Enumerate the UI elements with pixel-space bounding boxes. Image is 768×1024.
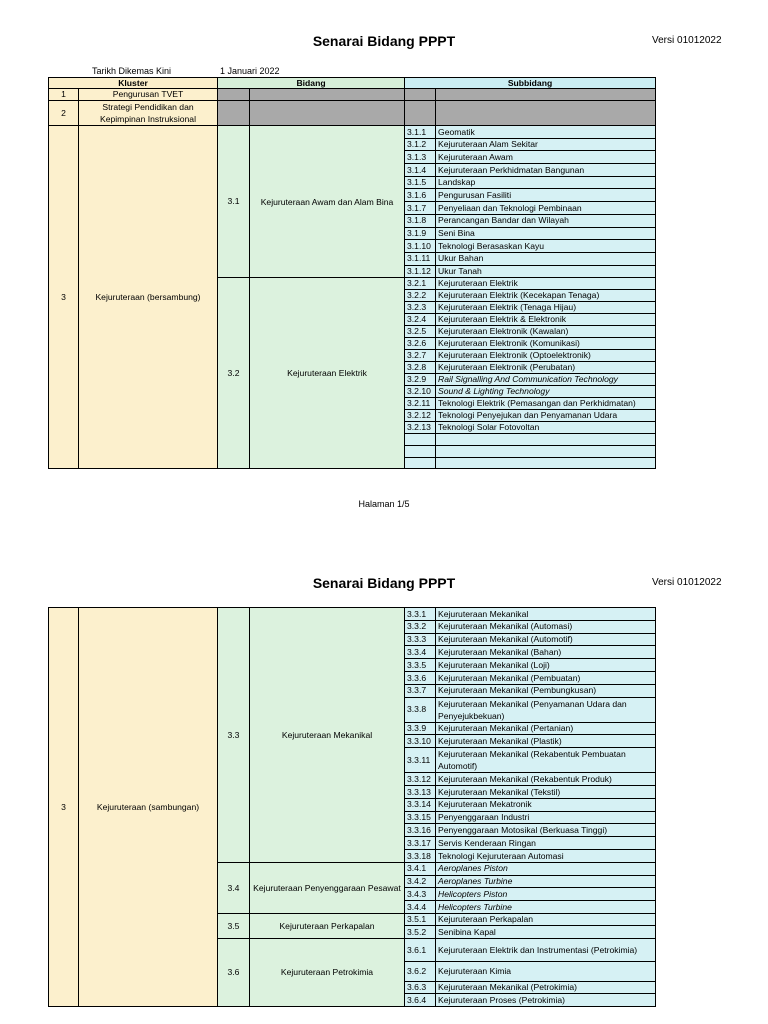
subbidang-code: 3.2.4 [405,314,436,326]
subbidang-code: 3.3.11 [405,748,436,773]
empty-cell [436,445,656,457]
subbidang-code: 3.3.1 [405,608,436,621]
subbidang-name: Kejuruteraan Mekanikal (Automotif) [436,633,656,646]
subbidang-name: Kejuruteraan Mekanikal (Pembuatan) [436,671,656,684]
subbidang-name: Ukur Bahan [436,252,656,265]
bidang-name: Kejuruteraan Mekanikal [250,608,405,863]
subbidang-code: 3.3.12 [405,773,436,786]
bidang-name: Kejuruteraan Perkapalan [250,913,405,938]
bidang-name: Kejuruteraan Penyenggaraan Pesawat [250,862,405,913]
subbidang-name: Penyenggaraan Motosikal (Berkuasa Tinggi) [436,824,656,837]
subbidang-code: 3.1.4 [405,164,436,177]
subbidang-code: 3.1.9 [405,227,436,240]
header-subbidang: Subbidang [405,78,656,89]
subbidang-code: 3.1.8 [405,214,436,227]
subbidang-name: Kejuruteraan Proses (Petrokimia) [436,994,656,1007]
subbidang-code: 3.1.1 [405,126,436,139]
subbidang-code: 3.2.8 [405,362,436,374]
subbidang-code: 3.3.14 [405,798,436,811]
subbidang-name: Teknologi Elektrik (Pemasangan dan Perkhidmatan) [436,398,656,410]
subbidang-name: Teknologi Kejuruteraan Automasi [436,849,656,862]
empty-cell [405,457,436,469]
subbidang-name: Seni Bina [436,227,656,240]
subbidang-name: Kejuruteraan Mekanikal (Automasi) [436,620,656,633]
subbidang-name: Kejuruteraan Elektronik (Optoelektronik) [436,350,656,362]
empty-cell [405,434,436,446]
subbidang-name: Kejuruteraan Mekanikal (Rekabentuk Produk) [436,773,656,786]
page2-version: Versi 01012022 [652,577,722,588]
table-row [49,89,656,101]
subbidang-code: 3.2.13 [405,422,436,434]
page2-title: Senarai Bidang PPPT [312,575,456,591]
subbidang-name: Teknologi Solar Fotovoltan [436,422,656,434]
subbidang-code: 3.2.12 [405,410,436,422]
subbidang-name: Kejuruteraan Elektronik (Kawalan) [436,326,656,338]
subbidang-name: Kejuruteraan Perkhidmatan Bangunan [436,164,656,177]
subbidang-code: 3.6.2 [405,961,436,981]
subbidang-name: Teknologi Penyejukan dan Penyamanan Udara [436,410,656,422]
subbidang-name: Helicopters Turbine [436,901,656,914]
page1-table [48,77,656,469]
subbidang-code: 3.3.9 [405,722,436,735]
subbidang-code: 3.3.3 [405,633,436,646]
subbidang-name: Kejuruteraan Elektrik (Tenaga Hijau) [436,302,656,314]
table-row [49,126,656,139]
subbidang-code: 3.2.10 [405,386,436,398]
subbidang-name: Kejuruteraan Elektronik (Perubatan) [436,362,656,374]
subbidang-name: Senibina Kapal [436,926,656,939]
subbidang-code: 3.1.6 [405,189,436,202]
subbidang-code: 3.3.16 [405,824,436,837]
subbidang-name: Kejuruteraan Kimia [436,961,656,981]
cluster-number: 2 [49,101,79,126]
subbidang-name: Ukur Tanah [436,265,656,278]
subbidang-name: Kejuruteraan Perkapalan [436,913,656,926]
subbidang-name: Perancangan Bandar dan Wilayah [436,214,656,227]
subbidang-code: 3.1.7 [405,202,436,215]
subbidang-code: 3.6.1 [405,938,436,961]
subbidang-name: Rail Signalling And Communication Technology [436,374,656,386]
subbidang-name: Aeroplanes Turbine [436,875,656,888]
subbidang-code: 3.3.18 [405,849,436,862]
subbidang-code: 3.5.1 [405,913,436,926]
bidang-code: 3.1 [218,126,250,278]
subbidang-code: 3.3.7 [405,684,436,697]
page1-title: Senarai Bidang PPPT [312,33,456,49]
cluster-name: Pengurusan TVET [79,89,218,101]
bidang-code: 3.6 [218,938,250,1006]
bidang-name: Kejuruteraan Petrokimia [250,938,405,1006]
cluster-name: Kejuruteraan (bersambung) [79,126,218,469]
cluster-number: 3 [49,608,79,1007]
subbidang-name: Helicopters Piston [436,888,656,901]
bidang-code: 3.2 [218,278,250,469]
updated-date-value: 1 Januari 2022 [220,66,280,76]
empty-cell [436,457,656,469]
subbidang-code: 3.3.15 [405,811,436,824]
subbidang-code: 3.1.3 [405,151,436,164]
subbidang-name: Kejuruteraan Elektrik & Elektronik [436,314,656,326]
updated-date-label: Tarikh Dikemas Kini [92,66,172,76]
bidang-name: Kejuruteraan Awam dan Alam Bina [250,126,405,278]
subbidang-name: Kejuruteraan Mekanikal (Pertanian) [436,722,656,735]
subbidang-name: Kejuruteraan Mekanikal (Rekabentuk Pembuatan Automotif) [436,748,656,773]
subbidang-code: 3.2.1 [405,278,436,290]
subbidang-code: 3.3.2 [405,620,436,633]
subbidang-name: Kejuruteraan Elektrik dan Instrumentasi (Petrokimia) [436,938,656,961]
subbidang-code: 3.2.11 [405,398,436,410]
subbidang-code: 3.1.5 [405,176,436,189]
subbidang-code: 3.1.11 [405,252,436,265]
bidang-code: 3.5 [218,913,250,938]
header-kluster: Kluster [49,78,218,89]
subbidang-code: 3.1.2 [405,138,436,151]
subbidang-name: Kejuruteraan Mekanikal (Pembungkusan) [436,684,656,697]
subbidang-code: 3.3.5 [405,659,436,672]
subbidang-name: Kejuruteraan Mekanikal (Petrokimia) [436,981,656,994]
subbidang-code: 3.4.1 [405,862,436,875]
subbidang-name: Kejuruteraan Mekanikal (Bahan) [436,646,656,659]
subbidang-name: Teknologi Berasaskan Kayu [436,240,656,253]
subbidang-code: 3.2.6 [405,338,436,350]
page-number: Halaman 1/5 [358,499,410,509]
subbidang-code: 3.5.2 [405,926,436,939]
subbidang-code: 3.3.10 [405,735,436,748]
cluster-number: 3 [49,126,79,469]
subbidang-code: 3.2.5 [405,326,436,338]
table-row [49,608,656,621]
page2-table [48,607,656,1007]
subbidang-name: Kejuruteraan Mekanikal [436,608,656,621]
subbidang-code: 3.2.9 [405,374,436,386]
bidang-code: 3.4 [218,862,250,913]
subbidang-code: 3.2.3 [405,302,436,314]
empty-cell [405,445,436,457]
subbidang-code: 3.2.2 [405,290,436,302]
subbidang-code: 3.3.13 [405,785,436,798]
header-bidang: Bidang [218,78,405,89]
table-row [49,101,656,126]
subbidang-code: 3.3.6 [405,671,436,684]
subbidang-name: Kejuruteraan Elektronik (Komunikasi) [436,338,656,350]
cluster-name: Kejuruteraan (sambungan) [79,608,218,1007]
subbidang-name: Kejuruteraan Elektrik [436,278,656,290]
subbidang-name: Pengurusan Fasiliti [436,189,656,202]
subbidang-code: 3.3.17 [405,837,436,850]
bidang-name: Kejuruteraan Elektrik [250,278,405,469]
subbidang-name: Kejuruteraan Awam [436,151,656,164]
subbidang-name: Sound & Lighting Technology [436,386,656,398]
subbidang-code: 3.3.4 [405,646,436,659]
page1-version: Versi 01012022 [652,35,722,46]
cluster-name: Strategi Pendidikan dan Kepimpinan Instruksional [79,101,218,126]
subbidang-code: 3.3.8 [405,697,436,722]
subbidang-name: Kejuruteraan Mekanikal (Plastik) [436,735,656,748]
subbidang-code: 3.1.12 [405,265,436,278]
bidang-code: 3.3 [218,608,250,863]
empty-cell [436,434,656,446]
subbidang-name: Landskap [436,176,656,189]
subbidang-code: 3.2.7 [405,350,436,362]
subbidang-code: 3.6.3 [405,981,436,994]
subbidang-code: 3.6.4 [405,994,436,1007]
subbidang-name: Kejuruteraan Mekanikal (Penyamanan Udara dan Penyejukbekuan) [436,697,656,722]
subbidang-name: Kejuruteraan Mekanikal (Loji) [436,659,656,672]
subbidang-name: Geomatik [436,126,656,139]
subbidang-name: Penyeliaan dan Teknologi Pembinaan [436,202,656,215]
subbidang-name: Kejuruteraan Mekatronik [436,798,656,811]
subbidang-name: Kejuruteraan Mekanikal (Tekstil) [436,785,656,798]
subbidang-name: Kejuruteraan Elektrik (Kecekapan Tenaga) [436,290,656,302]
subbidang-name: Aeroplanes Piston [436,862,656,875]
subbidang-name: Kejuruteraan Alam Sekitar [436,138,656,151]
subbidang-code: 3.4.3 [405,888,436,901]
subbidang-name: Penyenggaraan Industri [436,811,656,824]
subbidang-code: 3.4.2 [405,875,436,888]
cluster-number: 1 [49,89,79,101]
subbidang-name: Servis Kenderaan Ringan [436,837,656,850]
subbidang-code: 3.1.10 [405,240,436,253]
subbidang-code: 3.4.4 [405,901,436,914]
